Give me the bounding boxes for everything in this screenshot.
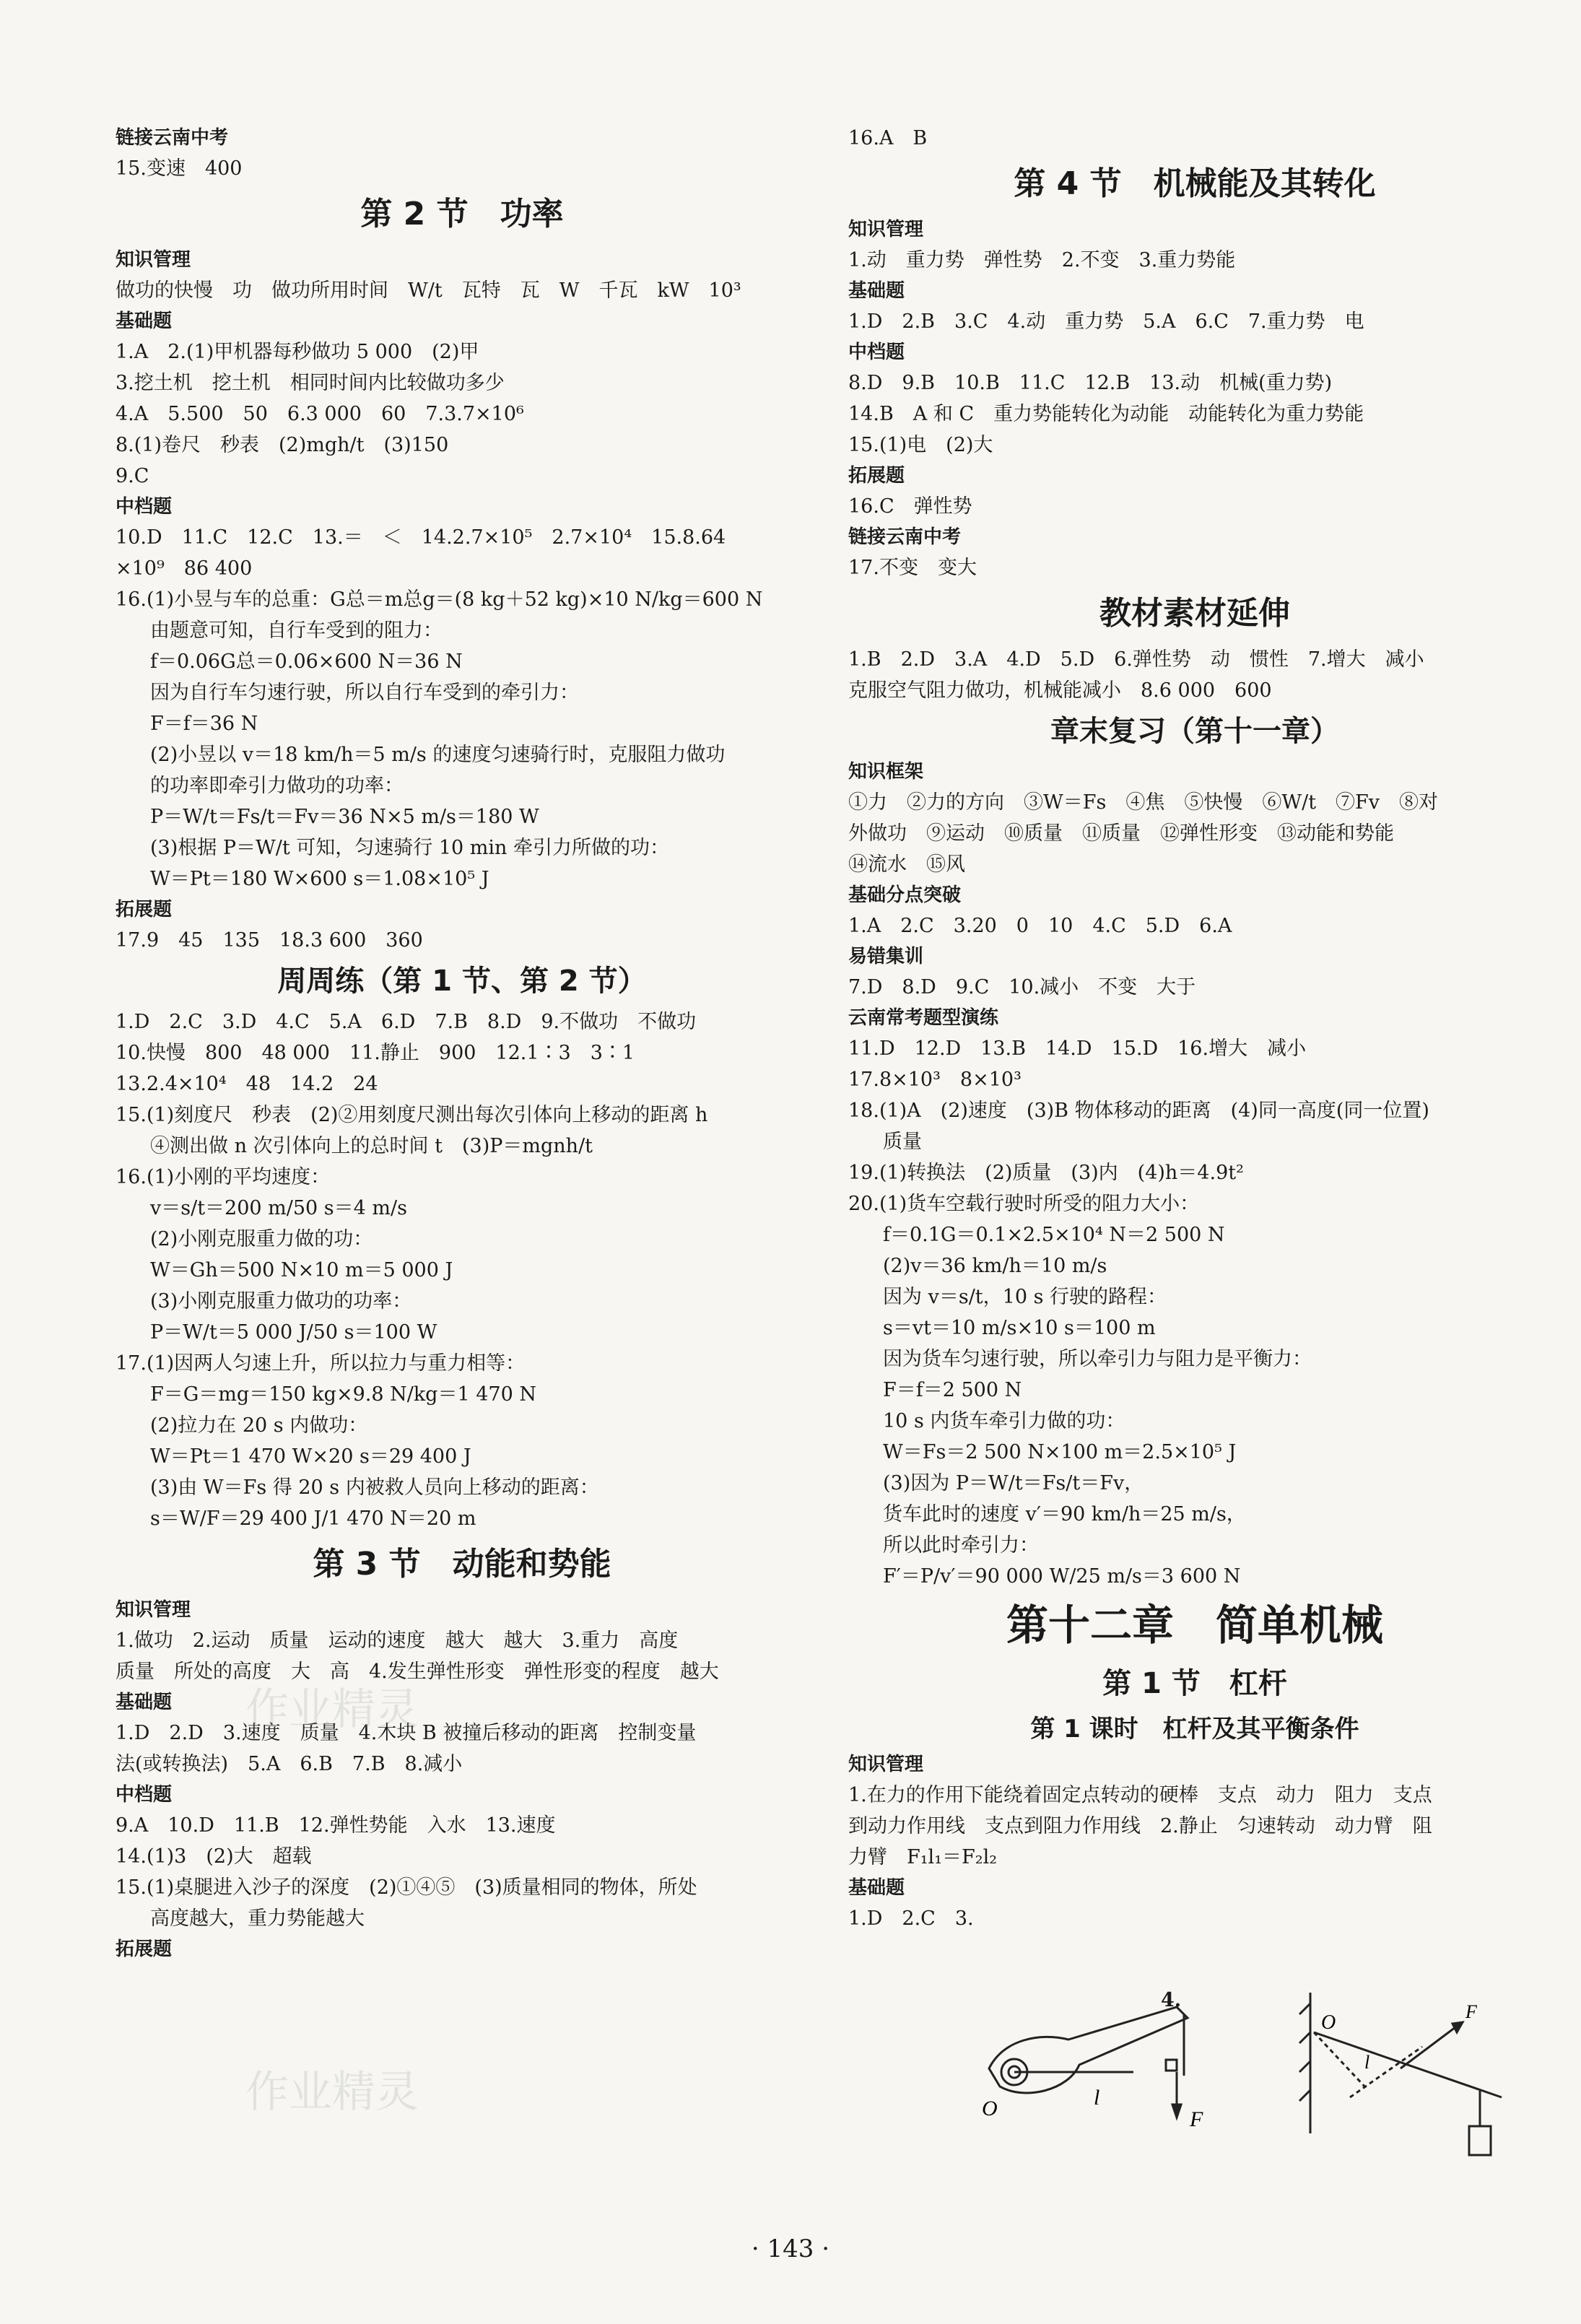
answer-line: 1.A 2.C 3.20 0 10 4.C 5.D 6.A [848,915,1232,937]
answer-line: 因为自行车匀速行驶，所以自行车受到的牵引力： [150,682,579,704]
answer-line: 16.(1)小刚的平均速度： [116,1166,331,1188]
answer-line: 所以此时牵引力： [883,1534,1039,1557]
page-number: · 143 · [751,2234,830,2263]
lever-diagrams-svg [960,1989,1552,2162]
section-label: 基础分点突破 [848,884,962,906]
answer-line: 8.(1)卷尺 秒表 (2)mgh/t (3)150 [116,434,449,456]
section-label: 基础题 [848,1877,905,1899]
answer-line: 因为货车匀速行驶，所以牵引力与阻力是平衡力： [883,1348,1312,1370]
section-label: 中档题 [848,341,905,363]
answer-line: 因为 v＝s/t，10 s 行驶的路程： [883,1286,1167,1308]
answer-line: 8.D 9.B 10.B 11.C 12.B 13.动 机械(重力势) [848,372,1333,394]
section-label: 云南常考题型演练 [848,1007,999,1029]
answer-line: 外做功 ⑨运动 ⑩质量 ⑪质量 ⑫弹性形变 ⑬动能和势能 [848,822,1394,845]
answer-line: 到动力作用线 支点到阻力作用线 2.静止 匀速转动 动力臂 阻 [848,1815,1432,1837]
answer-line: 9.C [116,465,149,487]
answer-line: 16.C 弹性势 [848,495,972,518]
answer-line: 1.D 2.C 3.D 4.C 5.A 6.D 7.B 8.D 9.不做功 不做功 [116,1011,697,1033]
answer-line: W＝Fs＝2 500 N×100 m＝2.5×10⁵ J [883,1441,1237,1463]
left-column [116,123,809,1964]
answer-line: 16.(1)小昱与车的总重：G总＝m总g＝(8 kg＋52 kg)×10 N/kg＝600 N [116,588,763,611]
answer-line: 17.不变 变大 [848,557,977,579]
section-title: 第 2 节 功率 [360,196,564,232]
answer-line: (3)小刚克服重力做功的功率： [150,1290,412,1313]
answer-line: 17.9 45 135 18.3 600 360 [116,929,423,952]
answer-line: v＝s/t＝200 m/50 s＝4 m/s [150,1197,407,1219]
answer-line: ④测出做 n 次引体向上的总时间 t (3)P＝mgnh/t [150,1135,593,1157]
answer-line: 11.D 12.D 13.B 14.D 15.D 16.增大 减小 [848,1037,1307,1060]
answer-line: 1.D 2.B 3.C 4.动 重力势 5.A 6.C 7.重力势 电 [848,310,1364,333]
section-label: 知识管理 [116,1599,191,1621]
section-title: 教材素材延伸 [1099,595,1290,632]
answer-line: 17.(1)因两人匀速上升，所以拉力与重力相等： [116,1352,526,1375]
answer-line: (2)v＝36 km/h＝10 m/s [883,1255,1107,1277]
answer-line: F′＝P/v′＝90 000 W/25 m/s＝3 600 N [883,1565,1241,1588]
answer-line: 1.A 2.(1)甲机器每秒做功 5 000 (2)甲 [116,341,479,363]
answer-line: P＝W/t＝5 000 J/50 s＝100 W [150,1321,437,1344]
answer-line: 15.(1)刻度尺 秒表 (2)②用刻度尺测出每次引体向上移动的距离 h [116,1104,708,1126]
answer-line: (2)小刚克服重力做的功： [150,1228,373,1250]
answer-line: 14.(1)3 (2)大 超载 [116,1845,312,1868]
answer-line: 9.A 10.D 11.B 12.弹性势能 入水 13.速度 [116,1814,556,1837]
section-label: 基础题 [116,310,173,332]
answer-line: 15.变速 400 [116,157,243,180]
lever-figures [960,1989,1552,2162]
section-label: 拓展题 [848,465,905,487]
answer-line: 货车此时的速度 v′＝90 km/h＝25 m/s， [883,1503,1246,1526]
answer-line: 15.(1)电 (2)大 [848,434,993,456]
answer-line: 克服空气阻力做功，机械能减小 8.6 000 600 [848,679,1272,702]
answer-line: 7.D 8.D 9.C 10.减小 不变 大于 [848,976,1196,998]
answer-line: F＝G＝mg＝150 kg×9.8 N/kg＝1 470 N [150,1383,536,1406]
fig4-label-F: F [1465,2001,1477,2022]
section-label: 知识框架 [848,761,924,783]
fig4-label-O: O [1321,2011,1336,2034]
watermark: 作业精灵 [245,1684,419,1735]
answer-line: ⑭流水 ⑮风 [848,853,965,876]
answer-line: 力臂 F₁l₁＝F₂l₂ [848,1846,998,1868]
section-title: 第 4 节 机械能及其转化 [1014,165,1376,202]
section-label: 知识管理 [116,249,191,271]
answer-line: (3)根据 P＝W/t 可知，匀速骑行 10 min 牵引力所做的功： [150,837,670,859]
answer-line: 质量 [883,1131,922,1153]
fig3-label-l: l [1094,2086,1100,2110]
answer-line: 13.2.4×10⁴ 48 14.2 24 [116,1073,378,1095]
answer-line: 20.(1)货车空载行驶时所受的阻力大小： [848,1193,1200,1215]
answer-line: 14.B A 和 C 重力势能转化为动能 动能转化为重力势能 [848,403,1364,425]
section-label: 知识管理 [848,1754,924,1775]
answer-line: 做功的快慢 功 做功所用时间 W/t 瓦特 瓦 W 千瓦 kW 10³ [116,279,741,302]
answer-line: W＝Pt＝180 W×600 s＝1.08×10⁵ J [150,868,489,890]
answer-line: 10.快慢 800 48 000 11.静止 900 12.1∶3 3∶1 [116,1042,635,1064]
section-label: 链接云南中考 [848,526,962,548]
answer-line: 1.D 2.C 3. [848,1907,974,1930]
answer-line: 1.动 重力势 弹性势 2.不变 3.重力势能 [848,249,1236,271]
answer-line: 1.D 2.D 3.速度 质量 4.木块 B 被撞后移动的距离 控制变量 [116,1722,697,1744]
answer-line: (3)因为 P＝W/t＝Fs/t＝Fv， [883,1472,1144,1494]
answer-line: W＝Gh＝500 N×10 m＝5 000 J [150,1259,453,1281]
answer-line: ×10⁹ 86 400 [116,557,253,580]
section-label: 基础题 [116,1692,173,1713]
section-label: 知识管理 [848,219,924,240]
section-label: 拓展题 [116,1938,173,1960]
subsection-title: 周周练（第 1 节、第 2 节） [277,965,647,998]
answer-line: 10 s 内货车牵引力做的功： [883,1410,1125,1432]
answer-line: 15.(1)桌腿进入沙子的深度 (2)①④⑤ (3)质量相同的物体，所处 [116,1876,697,1899]
answer-line: W＝Pt＝1 470 W×20 s＝29 400 J [150,1445,471,1468]
answer-line: 17.8×10³ 8×10³ [848,1069,1022,1091]
wrench-figure [989,2007,1188,2118]
section-label: 中档题 [116,496,173,518]
section-label: 拓展题 [116,899,173,921]
fig3-label-O: O [982,2097,998,2120]
answer-line: s＝W/F＝29 400 J/1 470 N＝20 m [150,1507,476,1530]
answer-line: f＝0.06G总＝0.06×600 N＝36 N [150,650,463,673]
section-label: 链接云南中考 [116,127,229,149]
right-column [848,123,1541,1934]
answer-line: 高度越大，重力势能越大 [150,1907,365,1930]
answer-line: 1.B 2.D 3.A 4.D 5.D 6.弹性势 动 惯性 7.增大 减小 [848,648,1424,671]
answer-line: (2)小昱以 v＝18 km/h＝5 m/s 的速度匀速骑行时，克服阻力做功 [150,744,726,766]
section-title: 第 3 节 动能和势能 [313,1546,611,1583]
answer-line: 10.D 11.C 12.C 13.＝ ＜ 14.2.7×10⁵ 2.7×10⁴ 15.8.64 [116,526,726,549]
answer-line: P＝W/t＝Fs/t＝Fv＝36 N×5 m/s＝180 W [150,806,539,828]
fig4-number: 4. [1161,1989,1182,2011]
fig3-label-F: F [1190,2107,1203,2131]
section-label: 基础题 [848,280,905,302]
subsection-title: 章末复习（第十一章） [1050,715,1339,748]
answer-line: s＝vt＝10 m/s×10 s＝100 m [883,1317,1156,1339]
answer-line: 质量 所处的高度 大 高 4.发生弹性形变 弹性形变的程度 越大 [116,1661,719,1683]
chapter-title: 第十二章 简单机械 [1006,1601,1383,1650]
section-label: 易错集训 [848,946,924,967]
answer-line: 1.做功 2.运动 质量 运动的速度 越大 越大 3.重力 高度 [116,1629,679,1652]
answer-line: 的功率即牵引力做功的功率： [150,775,404,797]
answer-line: ①力 ②力的方向 ③W＝Fs ④焦 ⑤快慢 ⑥W/t ⑦Fv ⑧对 [848,791,1439,814]
answer-line: 4.A 5.500 50 6.3 000 60 7.3.7×10⁶ [116,403,524,425]
lesson-title: 第 1 课时 杠杆及其平衡条件 [1030,1715,1359,1744]
answer-line: (2)拉力在 20 s 内做功： [150,1414,368,1437]
section-label: 中档题 [116,1784,173,1806]
answer-line: 16.A B [848,127,928,149]
answer-line: 由题意可知，自行车受到的阻力： [150,619,443,642]
answer-line: f＝0.1G＝0.1×2.5×10⁴ N＝2 500 N [883,1224,1225,1246]
answer-line: (3)由 W＝Fs 得 20 s 内被救人员向上移动的距离： [150,1476,599,1499]
answer-line: 1.在力的作用下能绕着固定点转动的硬棒 支点 动力 阻力 支点 [848,1784,1432,1806]
fig4-label-l: l [1364,2052,1370,2073]
answer-line: 3.挖土机 挖土机 相同时间内比较做功多少 [116,372,505,394]
answer-line: F＝f＝36 N [150,713,258,735]
answer-line: 18.(1)A (2)速度 (3)B 物体移动的距离 (4)同一高度(同一位置) [848,1100,1429,1122]
watermark: 作业精灵 [245,2067,419,2118]
answer-line: 法(或转换法) 5.A 6.B 7.B 8.减小 [116,1753,463,1775]
subsection-title: 第 1 节 杠杆 [1102,1667,1287,1700]
answer-line: 19.(1)转换法 (2)质量 (3)内 (4)h＝4.9t² [848,1162,1244,1184]
answer-line: F＝f＝2 500 N [883,1379,1022,1401]
